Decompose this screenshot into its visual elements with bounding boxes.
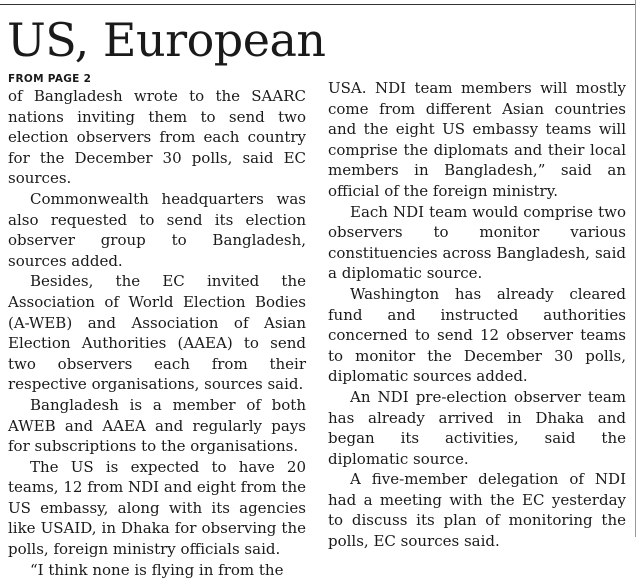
paragraph: Commonwealth headquarters was also requested to send its election observer group to Bangladesh, sources added.: [8, 189, 306, 270]
paragraph: Each NDI team would comprise two observers to monitor various constituencies across Bangladesh, said a diplomatic source.: [328, 202, 626, 283]
right-column: [328, 78, 626, 552]
paragraph: of Bangladesh wrote to the SAARC nations inviting them to send two election observers from each country for the December 30 polls, said EC sources.: [8, 87, 306, 188]
paragraph: Besides, the EC invited the Association of World Election Bodies (A-WEB) and Association of Asian Election Authorities (AAEA) to send two observers each from their respective organisations, sources said.: [8, 272, 306, 394]
paragraph: A five-member delegation of NDI had a meeting with the EC yesterday to discuss its plan of monitoring the polls, EC sources said.: [328, 470, 626, 551]
kicker-from-page: FROM PAGE 2: [8, 73, 92, 85]
paragraph: Bangladesh is a member of both AWEB and AAEA and regularly pays for subscriptions to the organisations.: [8, 395, 306, 456]
left-column: [8, 72, 306, 580]
paragraph: “I think none is flying in from the: [30, 560, 284, 579]
paragraph: Washington has already cleared fund and instructed authorities concerned to send 12 observer teams to monitor the December 30 polls, diplomatic sources added.: [328, 284, 626, 386]
headline: US, European: [7, 13, 326, 67]
top-rule: [0, 4, 636, 5]
column-edge-rule: [635, 0, 636, 537]
paragraph: The US is expected to have 20 teams, 12 from NDI and eight from the US embassy, along with its agencies like USAID, in Dhaka for observing the polls, foreign ministry officials said.: [8, 457, 306, 559]
paragraph: An NDI pre-election observer team has already arrived in Dhaka and began its activities, said the diplomatic source.: [328, 387, 626, 468]
paragraph: USA. NDI team members will mostly come from different Asian countries and the eight US embassy teams will comprise the diplomats and their local members in Bangladesh,” said an official of the foreign ministry.: [328, 79, 626, 200]
